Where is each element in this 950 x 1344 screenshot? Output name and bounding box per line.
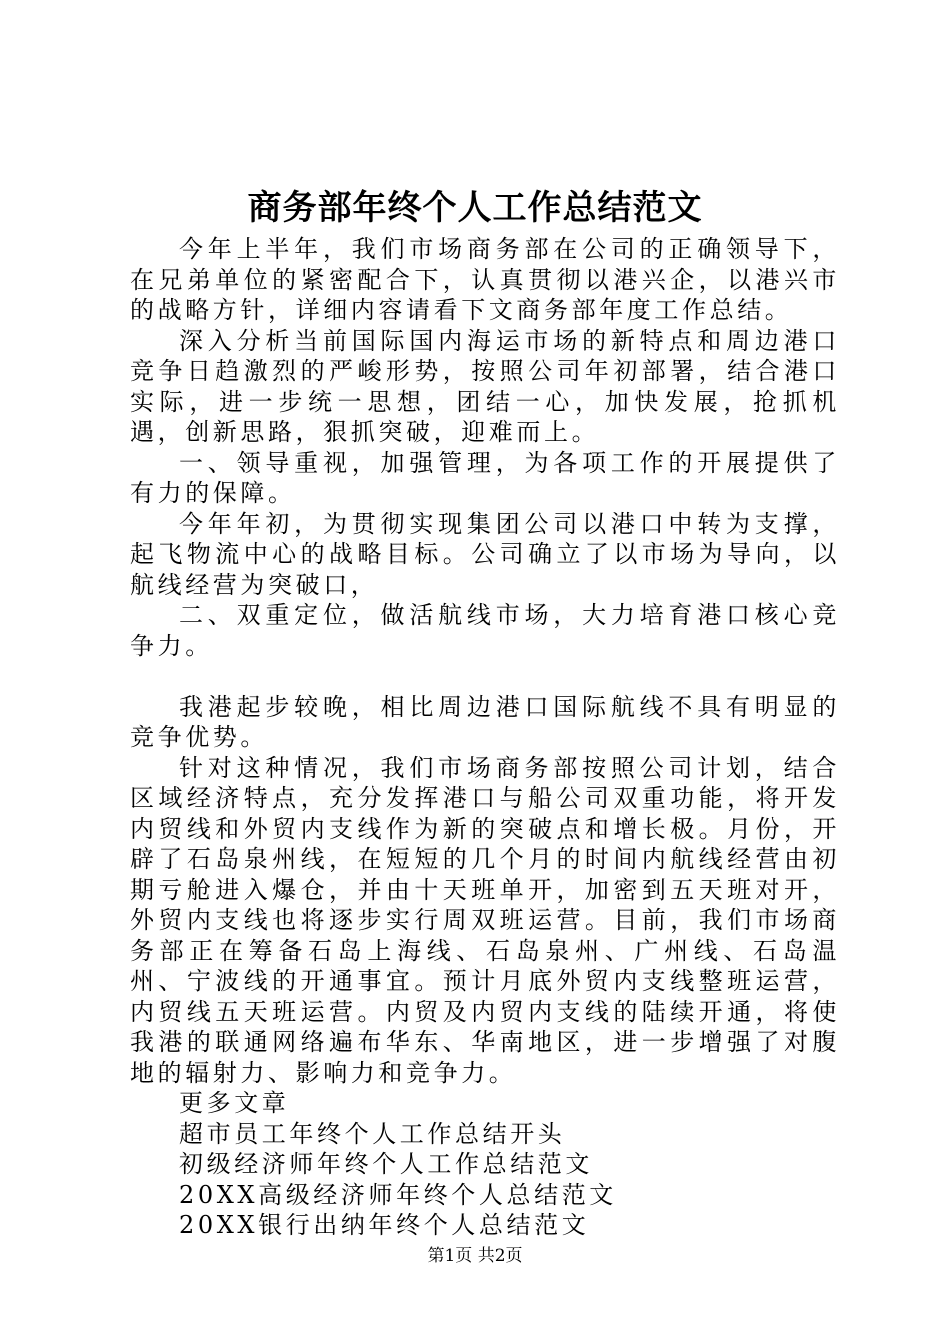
document-body bbox=[130, 234, 840, 1241]
page-footer: 第1页 共2页 bbox=[427, 1246, 523, 1266]
more-articles-list bbox=[179, 1119, 840, 1241]
paragraph-goal: 今年年初，为贯彻实现集团公司以港口中转为支撑，起飞物流中心的战略目标。公司确立了以市场为导向，以航线经营为突破口， bbox=[130, 509, 840, 599]
more-article-link[interactable]: 超市员工年终个人工作总结开头 bbox=[179, 1119, 566, 1148]
more-article-link[interactable]: 初级经济师年终个人工作总结范文 bbox=[179, 1150, 593, 1178]
paragraph-routes: 针对这种情况，我们市场商务部按照公司计划，结合区域经济特点，充分发挥港口与船公司双重功能，将开发内贸线和外贸内支线作为新的突破点和增长极。月份，开辟了石岛泉州线，在短短的几个月的时间内航线经营由初期亏舱进入爆仓，并由十天班单开，加密到五天班对开，外贸内支线也将逐步实行周双班运营。目前，我们市场商务部正在筹备石岛上海线、石岛泉州、广州线、石岛温州、宁波线的开通事宜。预计月底外贸内支线整班运营，内贸线五天班运营。内贸及内贸内支线的陆续开通，将使我港的联通网络遍布华东、华南地区，进一步增强了对腹地的辐射力、影响力和竞争力。 bbox=[130, 753, 840, 1087]
more-article-link[interactable]: 20XX高级经济师年终个人总结范文 bbox=[179, 1180, 617, 1209]
section-heading-2: 二、双重定位，做活航线市场，大力培育港口核心竞争力。 bbox=[130, 601, 840, 660]
section-heading-1: 一、领导重视，加强管理，为各项工作的开展提供了有力的保障。 bbox=[130, 448, 840, 507]
paragraph-intro: 今年上半年，我们市场商务部在公司的正确领导下，在兄弟单位的紧密配合下，认真贯彻以港兴企，以港兴市的战略方针，详细内容请看下文商务部年度工作总结。 bbox=[130, 235, 840, 324]
paragraph-advantage: 我港起步较晚，相比周边港口国际航线不具有明显的竞争优势。 bbox=[130, 692, 840, 751]
paragraph-analysis: 深入分析当前国际国内海运市场的新特点和周边港口竞争日趋激烈的严峻形势，按照公司年初部署，结合港口实际，进一步统一思想，团结一心，加快发展，抢抓机遇，创新思路，狠抓突破，迎难而上。 bbox=[130, 326, 840, 446]
more-articles bbox=[130, 1088, 840, 1241]
more-article-link[interactable]: 20XX银行出纳年终个人总结范文 bbox=[179, 1211, 590, 1239]
document-title: 商务部年终个人工作总结范文 bbox=[247, 188, 703, 228]
more-articles-heading: 更多文章 bbox=[179, 1089, 290, 1117]
